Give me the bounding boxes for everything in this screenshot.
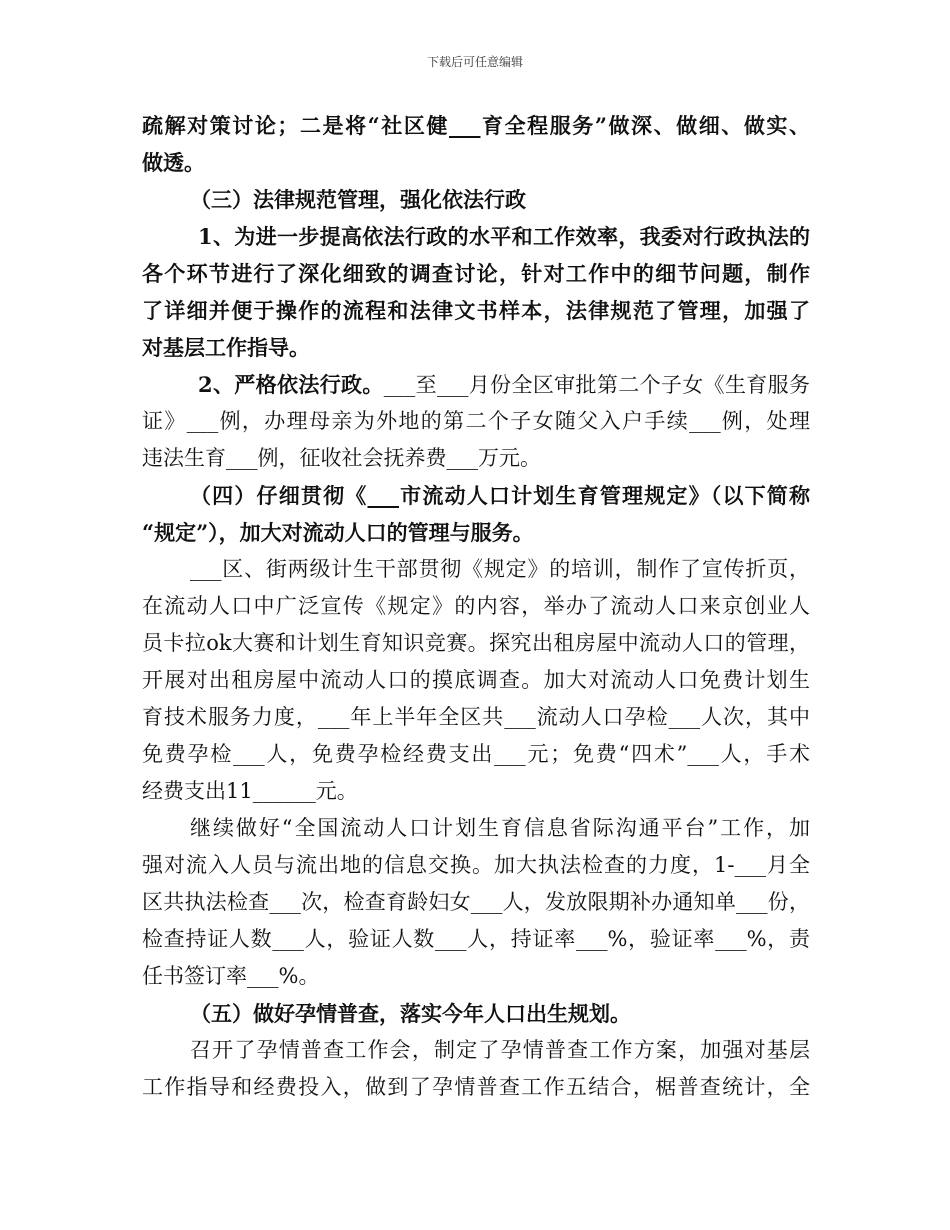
paragraph-line: 对基层工作指导。	[142, 335, 310, 360]
paragraph-line: 各个环节进行了深化细致的调查讨论，针对工作中的细节问题，制作	[142, 261, 810, 286]
paragraph-line: 工作指导和经费投入，做到了孕情普查工作五结合，椐普查统计，全	[142, 1075, 810, 1099]
paragraph-line: 证》___例，办理母亲为外地的第二个子女随父入户手续___例，处理	[142, 409, 810, 433]
section-heading: （五）做好孕情普查，落实今年人口出生规划。	[190, 1001, 631, 1026]
inline-bold-lead: 2、严格依法行政。	[198, 372, 384, 397]
paragraph-line: 违法生育___例，征收社会抚养费___万元。	[142, 446, 541, 470]
paragraph-line: 检查持证人数___人，验证人数___人，持证率___%，验证率___%，责	[142, 927, 810, 951]
paragraph-line: 做透。	[142, 150, 205, 175]
paragraph-line	[142, 366, 810, 403]
section-heading: （四）仔细贯彻《___市流动人口计划生育管理规定》（以下简称	[190, 483, 810, 508]
paragraph-line: 区共执法检查___次，检查育龄妇女___人，发放限期补办通知单___份，	[142, 890, 810, 914]
paragraph-line: 1、为进一步提高依法行政的水平和工作效率，我委对行政执法的	[198, 224, 810, 249]
section-heading-cont: “规定”），加大对流动人口的管理与服务。	[142, 520, 534, 545]
paragraph-line: 员卡拉ok大赛和计划生育知识竞赛。探究出租房屋中流动人口的管理，	[142, 631, 810, 655]
paragraph-line: 在流动人口中广泛宣传《规定》的内容，举办了流动人口来京创业人	[142, 594, 810, 618]
paragraph-line: 了详细并便于操作的流程和法律文书样本，法律规范了管理，加强了	[142, 298, 810, 323]
paragraph-line: 育技术服务力度，___年上半年全区共___流动人口孕检___人次，其中	[142, 705, 810, 729]
paragraph-line: 继续做好“全国流动人口计划生育信息省际沟通平台”工作，加	[190, 816, 810, 840]
paragraph-line: 免费孕检___人，免费孕检经费支出___元；免费“四术”___人，手术	[142, 742, 810, 766]
paragraph-line: 任书签订率___%。	[142, 964, 320, 988]
paragraph-line: 疏解对策讨论；二是将“社区健___育全程服务”做深、做细、做实、	[142, 113, 810, 138]
paragraph-line: 经费支出11______元。	[142, 779, 358, 803]
paragraph-line: ___区、街两级计生干部贯彻《规定》的培训，制作了宣传折页，	[190, 557, 810, 581]
paragraph-line: 开展对出租房屋中流动人口的摸底调查。加大对流动人口免费计划生	[142, 668, 810, 692]
inline-text: ___至___月份全区审批第二个子女《生育服务	[383, 373, 810, 397]
paragraph-line: 强对流入人员与流出地的信息交换。加大执法检查的力度，1-___月全	[142, 853, 810, 877]
document-body	[142, 107, 810, 1106]
page-header: 下载后可任意编辑	[426, 55, 523, 69]
section-heading: （三）法律规范管理，强化依法行政	[190, 187, 526, 212]
paragraph-line: 召开了孕情普查工作会，制定了孕情普查工作方案，加强对基层	[190, 1038, 810, 1062]
